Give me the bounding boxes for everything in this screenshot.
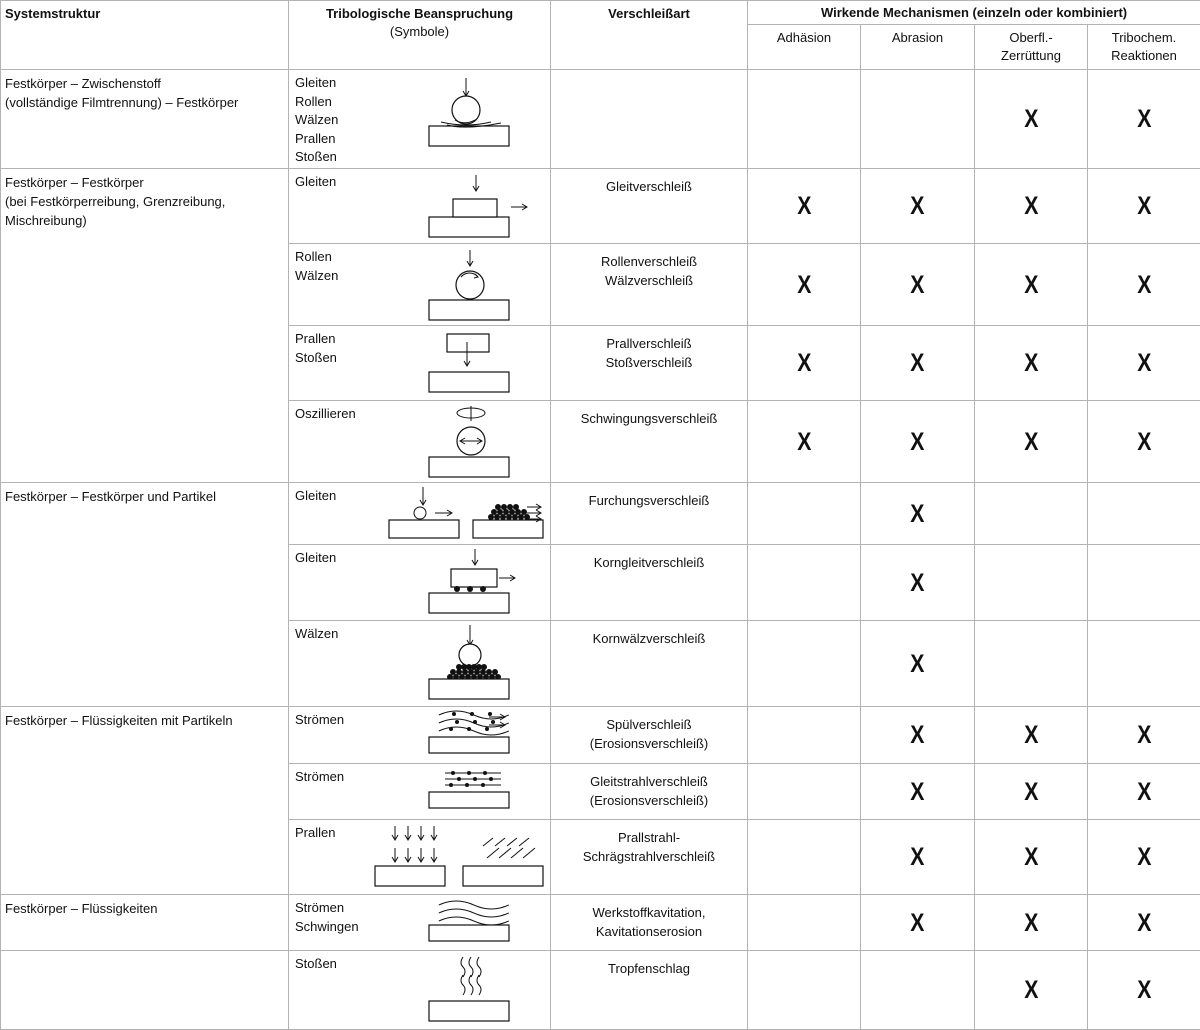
beanspruchung-label: Stoßen xyxy=(295,955,337,974)
beanspruchung-label: Strömen xyxy=(295,899,359,918)
cell-beanspruchung xyxy=(289,70,551,169)
beanspruchung-label: Prallen xyxy=(295,824,335,843)
x-mark: X xyxy=(1137,977,1151,1003)
beanspruchung-label: Rollen xyxy=(295,248,338,267)
header-oberfl-zerruettung: Oberfl.- Zerrüttung xyxy=(975,25,1088,70)
x-mark: X xyxy=(797,429,811,455)
cell-adhaesion xyxy=(748,820,861,895)
cell-adhaesion xyxy=(748,764,861,820)
x-mark: X xyxy=(1024,977,1038,1003)
x-mark: X xyxy=(1024,722,1038,748)
cell-abrasion xyxy=(861,401,975,483)
cell-beanspruchung xyxy=(289,707,551,764)
cell-adhaesion xyxy=(748,621,861,707)
cell-abrasion xyxy=(861,244,975,326)
cell-systemstruktur xyxy=(1,951,289,1030)
cell-adhaesion xyxy=(748,951,861,1030)
beanspruchung-label: Prallen xyxy=(295,330,337,349)
cell-oberfl-zerruettung xyxy=(975,820,1088,895)
verschleissart-line: Werkstoffkavitation, xyxy=(555,903,743,922)
header-abrasion: Abrasion xyxy=(861,25,975,70)
cell-verschleissart xyxy=(551,244,748,326)
cell-systemstruktur xyxy=(1,895,289,951)
systemstruktur-line: Mischreibung) xyxy=(5,211,284,230)
beanspruchung-label: Wälzen xyxy=(295,111,338,130)
x-mark: X xyxy=(910,779,924,805)
cell-tribochem-reaktionen xyxy=(1088,70,1200,169)
cell-adhaesion xyxy=(748,483,861,545)
cell-beanspruchung xyxy=(289,820,551,895)
x-mark: X xyxy=(910,350,924,376)
verschleissart-line: Kornwälzverschleiß xyxy=(555,629,743,648)
verschleissart-line: Rollenverschleiß xyxy=(555,252,743,271)
cell-beanspruchung xyxy=(289,951,551,1030)
cell-verschleissart xyxy=(551,621,748,707)
cell-verschleissart xyxy=(551,895,748,951)
cell-verschleissart xyxy=(551,707,748,764)
beanspruchung-label: Wälzen xyxy=(295,625,338,644)
verschleissart-line: (Erosionsverschleiß) xyxy=(555,734,743,753)
cell-oberfl-zerruettung xyxy=(975,244,1088,326)
cell-abrasion xyxy=(861,895,975,951)
header-systemstruktur: Systemstruktur xyxy=(1,1,289,70)
header-tribo-sub: (Symbole) xyxy=(289,23,550,41)
cell-abrasion xyxy=(861,764,975,820)
x-mark: X xyxy=(1024,910,1038,936)
cell-adhaesion xyxy=(748,895,861,951)
x-mark: X xyxy=(910,910,924,936)
verschleissart-line: (Erosionsverschleiß) xyxy=(555,791,743,810)
table-row xyxy=(1,70,1200,169)
verschleissart-line: Gleitstrahlverschleiß xyxy=(555,772,743,791)
cell-oberfl-zerruettung xyxy=(975,707,1088,764)
cell-verschleissart xyxy=(551,951,748,1030)
cell-beanspruchung xyxy=(289,895,551,951)
cell-tribochem-reaktionen xyxy=(1088,545,1200,621)
cell-verschleissart xyxy=(551,169,748,244)
x-mark: X xyxy=(1137,429,1151,455)
cell-abrasion xyxy=(861,70,975,169)
cell-adhaesion xyxy=(748,707,861,764)
table-row xyxy=(1,169,1200,244)
x-mark: X xyxy=(1024,429,1038,455)
verschleissart-line: Gleitverschleiß xyxy=(555,177,743,196)
systemstruktur-line: (bei Festkörperreibung, Grenzreibung, xyxy=(5,192,284,211)
x-mark: X xyxy=(1024,779,1038,805)
cell-adhaesion xyxy=(748,401,861,483)
x-mark: X xyxy=(797,272,811,298)
beanspruchung-label: Strömen xyxy=(295,768,344,787)
cell-verschleissart xyxy=(551,483,748,545)
verschleissart-line: Schrägstrahlverschleiß xyxy=(555,847,743,866)
cell-abrasion xyxy=(861,169,975,244)
x-mark: X xyxy=(910,429,924,455)
cell-tribochem-reaktionen xyxy=(1088,621,1200,707)
cell-adhaesion xyxy=(748,70,861,169)
cell-systemstruktur xyxy=(1,707,289,895)
verschleissart-line: Spülverschleiß xyxy=(555,715,743,734)
table-row xyxy=(1,707,1200,764)
beanspruchung-label: Stoßen xyxy=(295,148,338,167)
verschleissart-line: Furchungsverschleiß xyxy=(555,491,743,510)
beanspruchung-label: Strömen xyxy=(295,711,344,730)
cell-oberfl-zerruettung xyxy=(975,895,1088,951)
cell-adhaesion xyxy=(748,545,861,621)
header-tribologische-beanspruchung xyxy=(289,1,551,70)
cell-beanspruchung xyxy=(289,326,551,401)
x-mark: X xyxy=(1137,350,1151,376)
x-mark: X xyxy=(910,722,924,748)
cell-adhaesion xyxy=(748,169,861,244)
cell-beanspruchung xyxy=(289,483,551,545)
systemstruktur-line: Festkörper – Flüssigkeiten xyxy=(5,899,284,918)
header-tribochem-reaktionen: Tribochem. Reaktionen xyxy=(1088,25,1200,70)
cell-systemstruktur xyxy=(1,169,289,483)
cell-abrasion xyxy=(861,483,975,545)
verschleissart-line: Prallstrahl- xyxy=(555,828,743,847)
cell-oberfl-zerruettung xyxy=(975,483,1088,545)
x-mark: X xyxy=(910,272,924,298)
beanspruchung-label: Schwingen xyxy=(295,918,359,937)
cell-beanspruchung xyxy=(289,621,551,707)
x-mark: X xyxy=(1137,193,1151,219)
verschleissart-line: Stoßverschleiß xyxy=(555,353,743,372)
x-mark: X xyxy=(1137,722,1151,748)
x-mark: X xyxy=(797,193,811,219)
cell-abrasion xyxy=(861,545,975,621)
table-row xyxy=(1,895,1200,951)
cell-beanspruchung xyxy=(289,545,551,621)
cell-oberfl-zerruettung xyxy=(975,545,1088,621)
cell-tribochem-reaktionen xyxy=(1088,244,1200,326)
beanspruchung-label: Wälzen xyxy=(295,267,338,286)
x-mark: X xyxy=(1137,910,1151,936)
x-mark: X xyxy=(910,570,924,596)
cell-verschleissart xyxy=(551,764,748,820)
cell-verschleissart xyxy=(551,326,748,401)
verschleissart-line: Tropfenschlag xyxy=(555,959,743,978)
cell-verschleissart xyxy=(551,545,748,621)
cell-tribochem-reaktionen xyxy=(1088,707,1200,764)
cell-oberfl-zerruettung xyxy=(975,621,1088,707)
verschleissart-line: Kavitationserosion xyxy=(555,922,743,941)
x-mark: X xyxy=(910,844,924,870)
cell-verschleissart xyxy=(551,70,748,169)
header-adhaesion: Adhäsion xyxy=(748,25,861,70)
beanspruchung-label: Prallen xyxy=(295,130,338,149)
x-mark: X xyxy=(910,193,924,219)
cell-abrasion xyxy=(861,326,975,401)
verschleissart-line: Schwingungsverschleiß xyxy=(555,409,743,428)
beanspruchung-label: Stoßen xyxy=(295,349,337,368)
cell-abrasion xyxy=(861,951,975,1030)
beanspruchung-label: Rollen xyxy=(295,93,338,112)
cell-abrasion xyxy=(861,621,975,707)
cell-beanspruchung xyxy=(289,764,551,820)
verschleissart-line: Korngleitverschleiß xyxy=(555,553,743,572)
x-mark: X xyxy=(1024,844,1038,870)
systemstruktur-line: Festkörper – Flüssigkeiten mit Partikeln xyxy=(5,711,284,730)
cell-beanspruchung xyxy=(289,401,551,483)
cell-tribochem-reaktionen xyxy=(1088,483,1200,545)
cell-oberfl-zerruettung xyxy=(975,326,1088,401)
cell-oberfl-zerruettung xyxy=(975,401,1088,483)
systemstruktur-line: Festkörper – Zwischenstoff xyxy=(5,74,284,93)
cell-tribochem-reaktionen xyxy=(1088,326,1200,401)
systemstruktur-line: (vollständige Filmtrennung) – Festkörper xyxy=(5,93,284,112)
x-mark: X xyxy=(1137,106,1151,132)
x-mark: X xyxy=(1137,844,1151,870)
x-mark: X xyxy=(1137,779,1151,805)
beanspruchung-label: Oszillieren xyxy=(295,405,356,424)
cell-verschleissart xyxy=(551,820,748,895)
cell-tribochem-reaktionen xyxy=(1088,401,1200,483)
header-wirkende-mechanismen: Wirkende Mechanismen (einzeln oder kombiniert) xyxy=(748,1,1200,25)
cell-tribochem-reaktionen xyxy=(1088,820,1200,895)
beanspruchung-label: Gleiten xyxy=(295,173,336,192)
cell-tribochem-reaktionen xyxy=(1088,169,1200,244)
x-mark: X xyxy=(1024,106,1038,132)
cell-tribochem-reaktionen xyxy=(1088,764,1200,820)
cell-adhaesion xyxy=(748,244,861,326)
beanspruchung-label: Gleiten xyxy=(295,74,338,93)
cell-beanspruchung xyxy=(289,244,551,326)
header-verschleissart: Verschleißart xyxy=(551,1,748,70)
x-mark: X xyxy=(1137,272,1151,298)
cell-tribochem-reaktionen xyxy=(1088,951,1200,1030)
cell-systemstruktur xyxy=(1,70,289,169)
x-mark: X xyxy=(1024,193,1038,219)
cell-abrasion xyxy=(861,820,975,895)
table-row xyxy=(1,483,1200,545)
header-tribo-title: Tribologische Beanspruchung xyxy=(289,5,550,23)
x-mark: X xyxy=(910,501,924,527)
cell-verschleissart xyxy=(551,401,748,483)
x-mark: X xyxy=(1024,350,1038,376)
cell-oberfl-zerruettung xyxy=(975,169,1088,244)
cell-tribochem-reaktionen xyxy=(1088,895,1200,951)
cell-adhaesion xyxy=(748,326,861,401)
beanspruchung-label: Gleiten xyxy=(295,487,336,506)
systemstruktur-line: Festkörper – Festkörper und Partikel xyxy=(5,487,284,506)
verschleissart-line: Wälzverschleiß xyxy=(555,271,743,290)
cell-oberfl-zerruettung xyxy=(975,951,1088,1030)
x-mark: X xyxy=(910,651,924,677)
cell-beanspruchung xyxy=(289,169,551,244)
cell-systemstruktur xyxy=(1,483,289,707)
systemstruktur-line: Festkörper – Festkörper xyxy=(5,173,284,192)
cell-oberfl-zerruettung xyxy=(975,70,1088,169)
x-mark: X xyxy=(797,350,811,376)
cell-abrasion xyxy=(861,707,975,764)
cell-oberfl-zerruettung xyxy=(975,764,1088,820)
table-row xyxy=(1,951,1200,1030)
beanspruchung-label: Gleiten xyxy=(295,549,336,568)
verschleissart-line: Prallverschleiß xyxy=(555,334,743,353)
x-mark: X xyxy=(1024,272,1038,298)
